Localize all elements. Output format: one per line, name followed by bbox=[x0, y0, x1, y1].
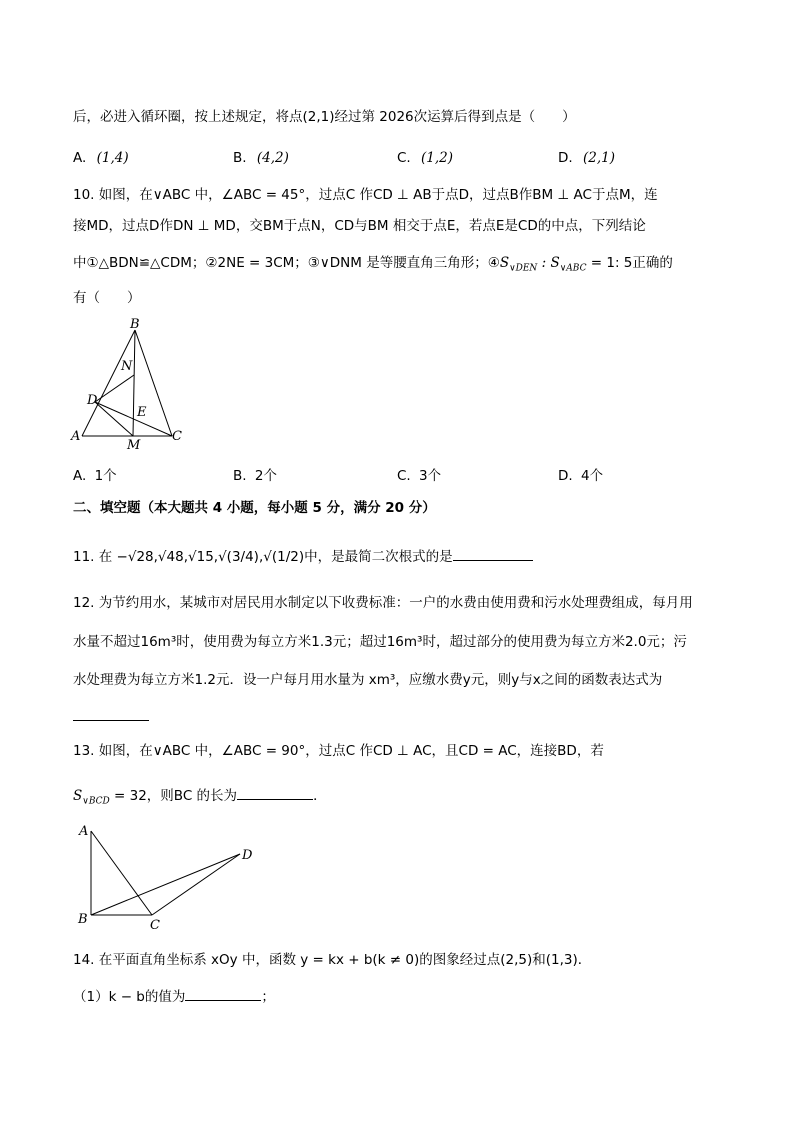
fig13-label-d: D bbox=[242, 848, 253, 863]
q12-answer-line bbox=[73, 706, 149, 727]
q9-option-d: D. (2,1) bbox=[558, 150, 615, 166]
fig10-label-m: M bbox=[127, 438, 141, 453]
fig10-label-d: D bbox=[87, 393, 98, 408]
q10-line-1: 10. 如图，在∨ABC 中，∠ABC = 45°，过点C 作CD ⊥ AB于点D，过点B作BM ⊥ AC于点M，连 bbox=[73, 187, 658, 203]
fig13-label-c: C bbox=[150, 918, 160, 933]
q10-line-3: 中①△BDN≌△CDM；②2NE = 3CM；③∨DNM 是等腰直角三角形；$④S_{\vee DEN}$ : $S_{\vee ABC} = 1$: 5正确的 bbox=[73, 255, 673, 274]
q12-line-1: 12. 为节约用水，某城市对居民用水制定以下收费标准：一户的水费由使用费和污水处理费组成，每月用 bbox=[73, 595, 693, 611]
q12-answer-blank[interactable] bbox=[73, 706, 149, 721]
fig10-label-a: A bbox=[71, 429, 81, 444]
fig13-label-b: B bbox=[78, 912, 88, 927]
q14-line-2: （1）k − b的值为 ； bbox=[73, 986, 275, 1007]
q12-line-3: 水处理费为每立方米1.2元．设一户每月用水量为 xm³，应缴水费y元，则y与x之间的函数表达式为 bbox=[73, 672, 663, 688]
q11-answer-blank[interactable] bbox=[453, 546, 533, 561]
q9-option-b: B. (4,2) bbox=[233, 150, 289, 166]
fig10-label-b: B bbox=[130, 317, 140, 332]
q10-line-2: 接MD，过点D作DN ⊥ MD，交BM于点N，CD与BM 相交于点E，若点E是CD的中点，下列结论 bbox=[73, 218, 646, 234]
fig10-label-n: N bbox=[121, 359, 133, 374]
fig10-label-c: C bbox=[172, 429, 182, 444]
q10-line-4: 有（ ） bbox=[73, 290, 141, 306]
q10-figure bbox=[68, 317, 198, 453]
q13-line-1: 13. 如图，在∨ABC 中，∠ABC = 90°，过点C 作CD ⊥ AC，且CD = AC，连接BD，若 bbox=[73, 743, 604, 759]
q9-option-a: A. (1,4) bbox=[73, 150, 129, 166]
q10-option-a: A. 1个 bbox=[73, 468, 117, 484]
q13-figure bbox=[76, 823, 266, 933]
q13-line-2: $S_{\vee BCD} = 32$，则BC 的长为 ． bbox=[73, 785, 327, 812]
q12-line-2: 水量不超过16m³时，使用费为每立方米1.3元；超过16m³时，超过部分的使用费为每立方米2.0元；污 bbox=[73, 634, 687, 650]
fig10-label-e: E bbox=[137, 405, 147, 420]
q13-answer-blank[interactable] bbox=[237, 785, 313, 800]
q9-stem-tail: 后，必进入循环圈，按上述规定，将点(2,1)经过第 2026次运算后得到点是（ ） bbox=[73, 109, 576, 125]
q11-line: 11. 在 −√28,√48,√15,√(3/4),√(1/2)中，是最简二次根式的是 bbox=[73, 546, 533, 567]
q14-line-1: 14. 在平面直角坐标系 xOy 中，函数 y = kx + b(k ≠ 0)的图象经过点(2,5)和(1,3)． bbox=[73, 952, 592, 968]
section-2-title: 二、填空题（本大题共 4 小题，每小题 5 分，满分 20 分） bbox=[73, 500, 436, 516]
fig13-label-a: A bbox=[79, 824, 89, 839]
q10-option-d: D. 4个 bbox=[558, 468, 604, 484]
q14-answer-blank[interactable] bbox=[185, 986, 261, 1001]
q10-option-b: B. 2个 bbox=[233, 468, 277, 484]
q9-option-c: C. (1,2) bbox=[397, 150, 454, 166]
q10-option-c: C. 3个 bbox=[397, 468, 442, 484]
